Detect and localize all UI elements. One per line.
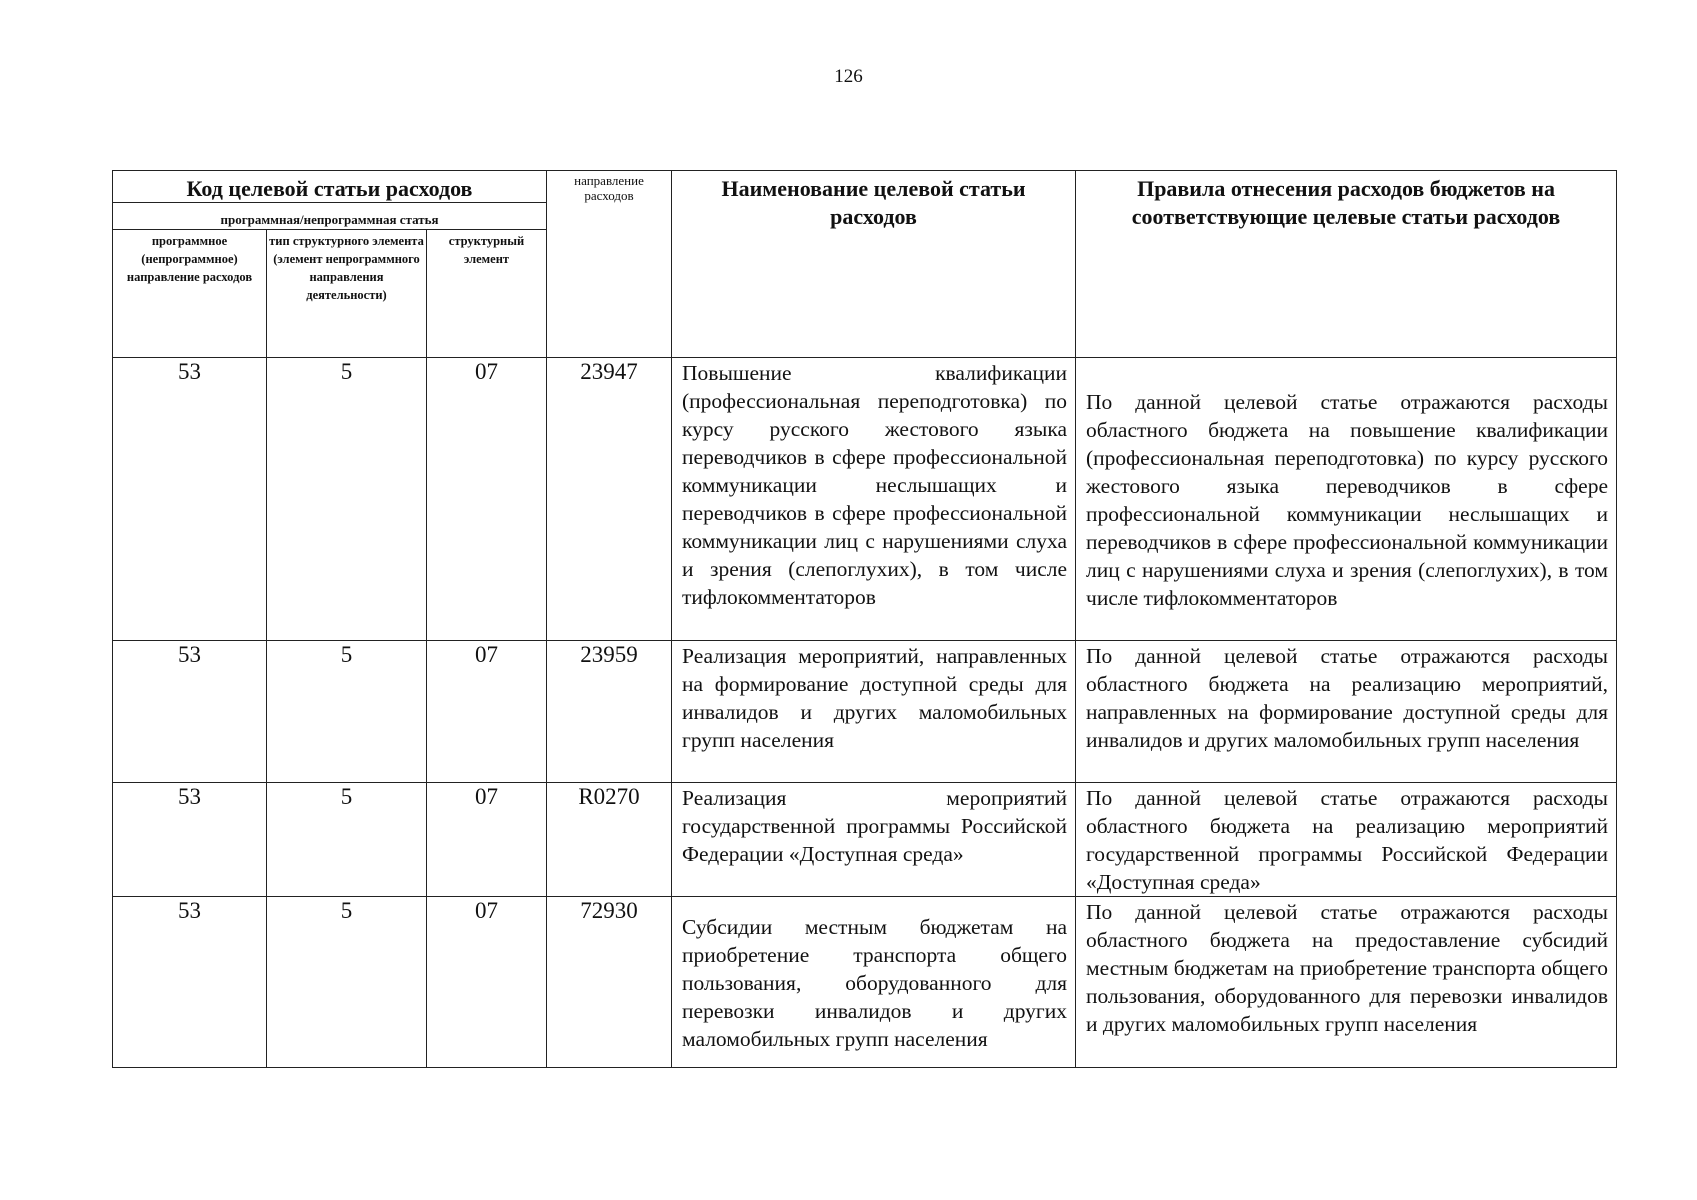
type-code-cell: 5	[267, 783, 427, 897]
element-code-cell: 07	[427, 783, 547, 897]
element-code-cell: 07	[427, 897, 547, 1068]
direction-code-cell: R0270	[547, 783, 672, 897]
program-code-cell: 53	[113, 783, 267, 897]
article-name-cell: Субсидии местным бюджетам на приобретение транспорта общего пользования, оборудованного для перевозки инвалидов и других маломобильных групп населения	[672, 897, 1076, 1068]
table-row	[113, 897, 1617, 1068]
target-articles-table	[112, 170, 1617, 1068]
program-code-cell: 53	[113, 897, 267, 1068]
rules-header: Правила отнесения расходов бюджетов на соответствующие целевые статьи расходов	[1076, 171, 1617, 358]
table-header	[113, 171, 1617, 358]
type-code-cell: 5	[267, 897, 427, 1068]
table-row	[113, 641, 1617, 783]
expense-direction-header: направление расходов	[547, 171, 672, 358]
element-code-cell: 07	[427, 641, 547, 783]
direction-code-cell: 72930	[547, 897, 672, 1068]
program-direction-header: программное (непрограммное) направление расходов	[113, 230, 267, 358]
article-name-header: Наименование целевой статьи расходов	[672, 171, 1076, 358]
article-name-cell: Реализация мероприятий, направленных на формирование доступной среды для инвалидов и других маломобильных групп населения	[672, 641, 1076, 783]
element-type-header: тип структурного элемента (элемент непрограммного направления деятельности)	[267, 230, 427, 358]
program-code-cell: 53	[113, 641, 267, 783]
element-code-cell: 07	[427, 358, 547, 641]
rule-cell: По данной целевой статье отражаются расходы областного бюджета на реализацию мероприятий, направленных на формирование доступной среды для инвалидов и других маломобильных групп населения	[1076, 641, 1617, 783]
rule-cell: По данной целевой статье отражаются расходы областного бюджета на предоставление субсидий местным бюджетам на приобретение транспорта общего пользования, оборудованного для перевозки инвалидов и других маломобильных групп населения	[1076, 897, 1617, 1068]
article-name-cell: Реализация мероприятий государственной программы Российской Федерации «Доступная среда»	[672, 783, 1076, 897]
table-row	[113, 358, 1617, 641]
code-group-header: Код целевой статьи расходов	[113, 171, 547, 203]
table-row	[113, 783, 1617, 897]
direction-code-cell: 23947	[547, 358, 672, 641]
rule-cell: По данной целевой статье отражаются расходы областного бюджета на повышение квалификации (профессиональная переподготовка) по курсу русского жестового языка переводчиков в сфере профессиональной коммуникации неслышащих и переводчиков в сфере профессиональной коммуникации лиц с нарушениями слуха и зрения (слепоглухих), в том числе тифлокомментаторов	[1076, 358, 1617, 641]
table-body	[113, 358, 1617, 1068]
direction-code-cell: 23959	[547, 641, 672, 783]
program-article-header: программная/непрограммная статья	[113, 203, 547, 230]
type-code-cell: 5	[267, 358, 427, 641]
type-code-cell: 5	[267, 641, 427, 783]
page-number: 126	[834, 66, 863, 87]
program-code-cell: 53	[113, 358, 267, 641]
rule-cell: По данной целевой статье отражаются расходы областного бюджета на реализацию мероприятий государственной программы Российской Федерации «Доступная среда»	[1076, 783, 1617, 897]
article-name-cell: Повышение квалификации (профессиональная переподготовка) по курсу русского жестового языка переводчиков в сфере профессиональной коммуникации неслышащих и переводчиков в сфере профессиональной коммуникации лиц с нарушениями слуха и зрения (слепоглухих), в том числе тифлокомментаторов	[672, 358, 1076, 641]
structural-element-header: структурный элемент	[427, 230, 547, 358]
